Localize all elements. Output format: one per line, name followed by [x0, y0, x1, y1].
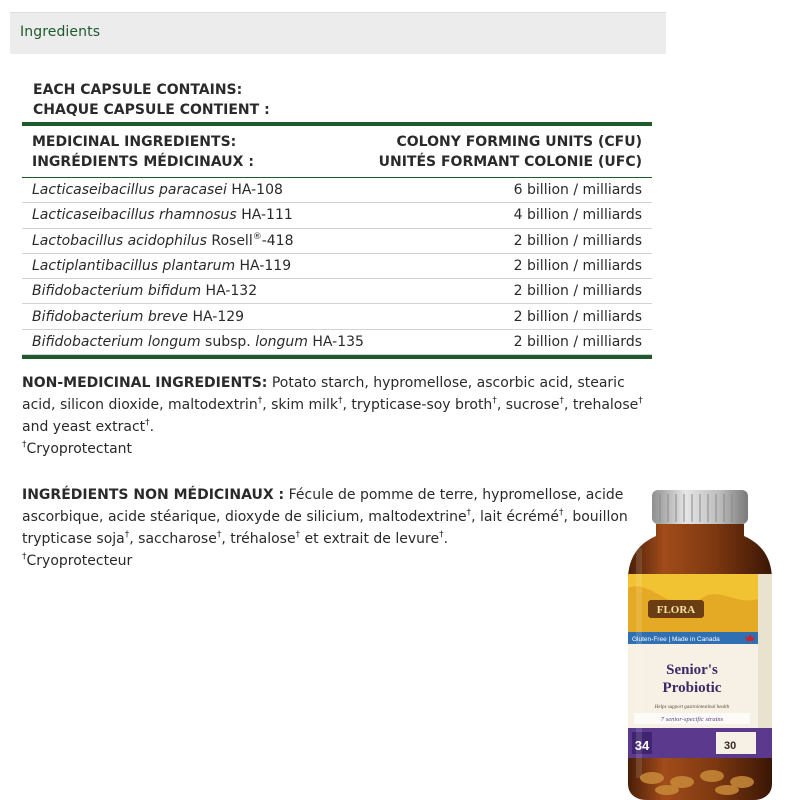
ingredient-name: [32, 334, 364, 350]
text-segment: Fécule de pomme de terre, hypromellose, acide ascorbique, acide stéarique, dioxyde de silicium, maltodextrine: [22, 487, 624, 525]
ingredient-name: [32, 258, 291, 274]
dagger-mark: †: [295, 530, 301, 540]
header-right: [379, 132, 642, 172]
cfu-value: 4 billion / milliards: [513, 207, 642, 224]
badge-text: Gluten-Free | Made in Canada: [632, 636, 720, 643]
subspecies-label: subsp.: [205, 333, 251, 350]
strain: HA-119: [239, 258, 292, 275]
ingredient-name: [32, 182, 283, 198]
dagger-mark: †: [124, 530, 130, 540]
header-right-fr: UNITÉS FORMANT COLONIE (UFC): [378, 154, 642, 170]
product-tagline: Helps support gastrointestinal health: [654, 705, 730, 710]
strain: HA-129: [192, 308, 245, 325]
cfu-value: 2 billion / milliards: [513, 308, 642, 325]
text-segment: , saccharose: [129, 531, 217, 547]
cfu-count: 34: [634, 738, 650, 753]
species: Lacticaseibacillus rhamnosus: [32, 207, 237, 224]
strain: -418: [261, 232, 294, 249]
table-row: [22, 304, 652, 329]
strain-prefix: Rosell: [211, 232, 253, 249]
table-row: [22, 330, 652, 355]
species: Bifidobacterium breve: [32, 308, 189, 325]
text-segment: , trehalose: [564, 397, 639, 413]
product-name-line1: Senior's: [666, 662, 718, 678]
table-row: [22, 203, 652, 228]
dagger-mark: †: [145, 418, 150, 428]
non-medicinal-heading-fr: INGRÉDIENTS NON MÉDICINAUX :: [22, 487, 285, 503]
dagger-mark: †: [216, 530, 222, 540]
ingredients-tab-label: Ingredients: [20, 24, 101, 40]
caption-en: EACH CAPSULE CONTAINS:: [33, 82, 243, 98]
cfu-value: 2 billion / milliards: [513, 258, 642, 275]
text-segment: , trypticase-soy broth: [342, 397, 493, 413]
text-segment: .: [149, 419, 155, 435]
product-name-line2: Probiotic: [662, 680, 722, 696]
cfu-value: 2 billion / milliards: [513, 283, 642, 300]
strain: HA-132: [205, 283, 258, 300]
table-row: [22, 178, 652, 203]
dagger-mark: †: [257, 396, 263, 406]
footnote-en: [22, 438, 652, 460]
table-row: [22, 229, 652, 254]
ingredient-name: [32, 283, 257, 299]
text-segment: , bouillon trypticase soja: [22, 509, 628, 547]
cfu-value: 6 billion / milliards: [513, 182, 642, 199]
ingredients-tab[interactable]: [10, 12, 666, 54]
dagger-mark: †: [559, 396, 564, 406]
table-bottom-rule: [22, 355, 652, 359]
dagger-mark: †: [439, 530, 444, 540]
table-row: [22, 279, 652, 304]
text-segment: Potato starch, hypromellose, ascorbic acid, stearic acid, silicon dioxide, maltodextrin: [22, 375, 625, 413]
cfu-value: 2 billion / milliards: [513, 333, 642, 350]
registered-mark: ®: [252, 231, 262, 242]
dagger-mark: †: [466, 508, 472, 518]
text-segment: , lait écrémé: [471, 509, 559, 525]
ingredient-name: [32, 207, 293, 223]
glass-highlight: [636, 548, 642, 778]
strain: HA-111: [241, 207, 293, 224]
species: Bifidobacterium longum: [32, 333, 201, 350]
footnote-text: Cryoprotectant: [26, 441, 133, 457]
cfu-value: 2 billion / milliards: [513, 232, 642, 249]
text-segment: , tréhalose: [221, 531, 296, 547]
brand-logo: FLORA: [656, 604, 696, 616]
dagger-mark: †: [492, 396, 497, 406]
species: Lactiplantibacillus plantarum: [32, 258, 236, 275]
dagger-mark: †: [558, 508, 564, 518]
medicinal-ingredients-table: [22, 122, 652, 359]
header-left: [32, 132, 254, 172]
caption-fr: CHAQUE CAPSULE CONTIENT :: [33, 102, 270, 118]
dagger-mark: †: [638, 396, 643, 406]
header-left-fr: INGRÉDIENTS MÉDICINAUX :: [32, 154, 254, 170]
non-medicinal-ingredients-en: [22, 372, 652, 460]
text-segment: .: [443, 531, 449, 547]
table-row: [22, 254, 652, 279]
capsule-count: 30: [724, 740, 737, 752]
text-segment: , sucrose: [496, 397, 560, 413]
header-left-en: MEDICINAL INGREDIENTS:: [32, 134, 237, 150]
subspecies: longum: [255, 333, 308, 350]
species: Lactobacillus acidophilus: [32, 232, 207, 249]
product-bottle-image: [612, 488, 788, 800]
text-segment: and yeast extract: [22, 419, 146, 435]
table-header: [22, 126, 652, 178]
dagger-mark: †: [22, 440, 27, 450]
species: Lacticaseibacillus paracasei: [32, 182, 227, 199]
ingredient-name: [32, 309, 244, 325]
dagger-mark: †: [22, 552, 27, 562]
non-medicinal-heading-en: NON-MEDICINAL INGREDIENTS:: [22, 375, 268, 391]
non-medicinal-ingredients-fr: [22, 484, 652, 572]
strains-text: 7 senior-specific strains: [660, 716, 724, 723]
ingredient-name: [32, 233, 294, 249]
text-segment: et extrait de levure: [300, 531, 440, 547]
footnote-text: Cryoprotecteur: [26, 553, 133, 569]
capsule-caption: [33, 80, 270, 120]
species: Bifidobacterium bifidum: [32, 283, 202, 300]
header-right-en: COLONY FORMING UNITS (CFU): [396, 134, 642, 150]
strain: HA-135: [312, 333, 364, 350]
strain: HA-108: [231, 182, 283, 199]
footnote-fr: [22, 550, 652, 572]
dagger-mark: †: [338, 396, 343, 406]
text-segment: , skim milk: [262, 397, 339, 413]
